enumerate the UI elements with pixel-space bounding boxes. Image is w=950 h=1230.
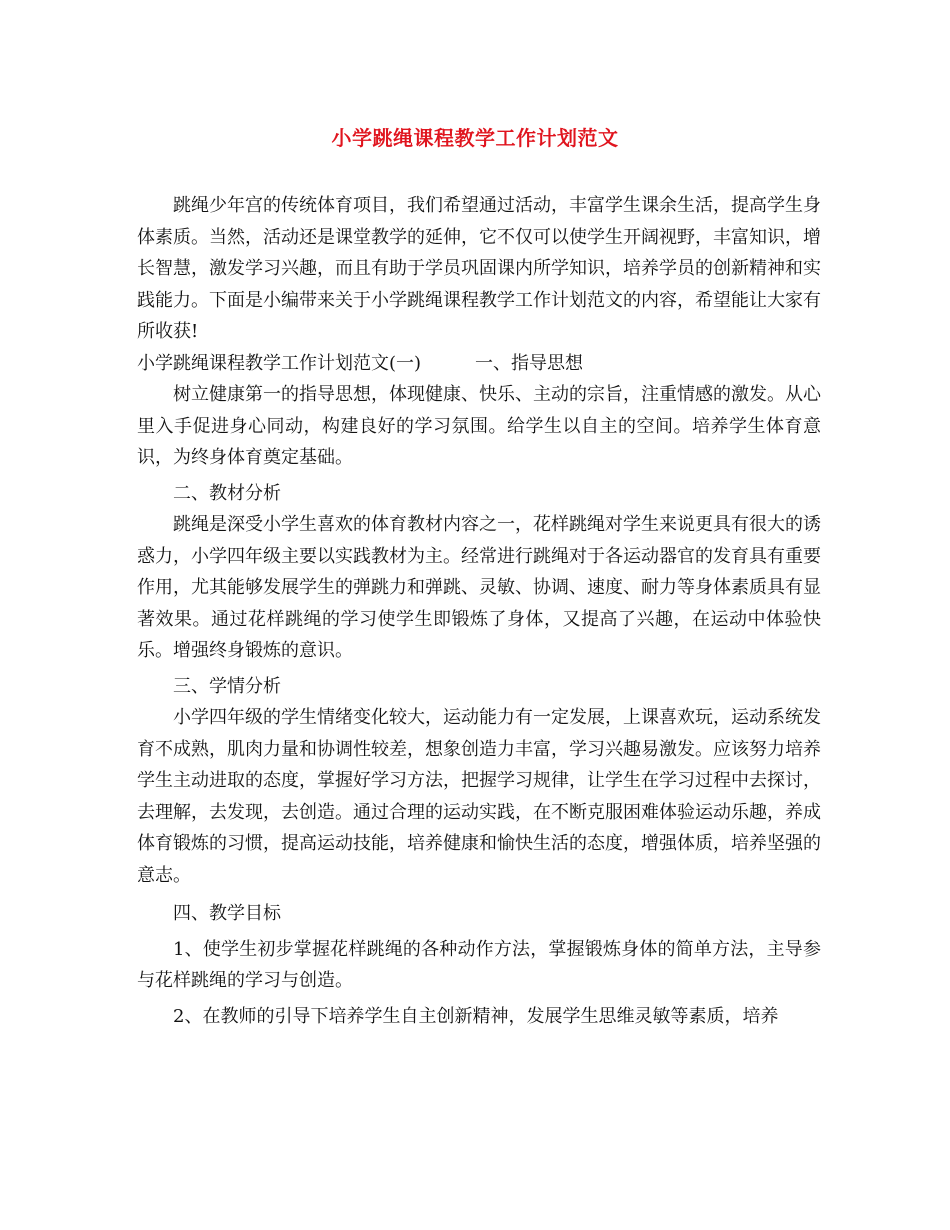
goal-1-paragraph: 1、使学生初步掌握花样跳绳的各种动作方法，掌握锻炼身体的简单方法，主导参与花样跳绳的学习与创造。 — [137, 938, 821, 991]
goal-2-paragraph: 2、在教师的引导下培养学生自主创新精神，发展学生思维灵敏等素质，培养 — [173, 1005, 779, 1027]
section3-heading: 三、学情分析 — [173, 675, 281, 697]
section4-heading: 四、教学目标 — [173, 903, 281, 924]
document-title: 小学跳绳课程教学工作计划范文 — [331, 126, 619, 150]
plan-subtitle: 小学跳绳课程教学工作计划范文(一) — [137, 352, 422, 374]
section2-heading: 二、教材分析 — [173, 482, 281, 504]
section2-paragraph: 跳绳是深受小学生喜欢的体育教材内容之一，花样跳绳对学生来说更具有很大的诱惑力，小学四年级主要以实践教材为主。经常进行跳绳对于各运动器官的发育具有重要作用，尤其能够发展学生的弹跳力和弹跳、灵敏、协调、速度、耐力等身体素质具有显著效果。通过花样跳绳的学习使学生即锻炼了身体，又提高了兴趣，在运动中体验快乐。增强终身锻炼的意识。 — [137, 514, 821, 661]
intro-paragraph: 跳绳少年宫的传统体育项目，我们希望通过活动，丰富学生课余生活，提高学生身体素质。当然，活动还是课堂教学的延伸，它不仅可以使学生开阔视野，丰富知识，增长智慧，激发学习兴趣，而且有助于学员巩固课内所学知识，培养学员的创新精神和实践能力。下面是小编带来关于小学跳绳课程教学工作计划范文的内容，希望能让大家有所收获! — [137, 195, 821, 342]
plan-subtitle-line — [137, 348, 821, 380]
section3-paragraph: 小学四年级的学生情绪变化较大，运动能力有一定发展，上课喜欢玩，运动系统发育不成熟，肌肉力量和协调性较差，想象创造力丰富，学习兴趣易激发。应该努力培养学生主动进取的态度，掌握好学习方法，把握学习规律，让学生在学习过程中去探讨，去理解，去发现，去创造。通过合理的运动实践，在不断克服困难体验运动乐趣，养成体育锻炼的习惯，提高运动技能，培养健康和愉快生活的态度，增强体质，培养坚强的意志。 — [137, 707, 821, 886]
section1-heading: 一、指导思想 — [475, 352, 584, 374]
section1-paragraph: 树立健康第一的指导思想，体现健康、快乐、主动的宗旨，注重情感的激发。从心里入手促进身心同动，构建良好的学习氛围。给学生以自主的空间。培养学生体育意识，为终身体育奠定基础。 — [137, 384, 821, 468]
document-body — [137, 190, 821, 1032]
